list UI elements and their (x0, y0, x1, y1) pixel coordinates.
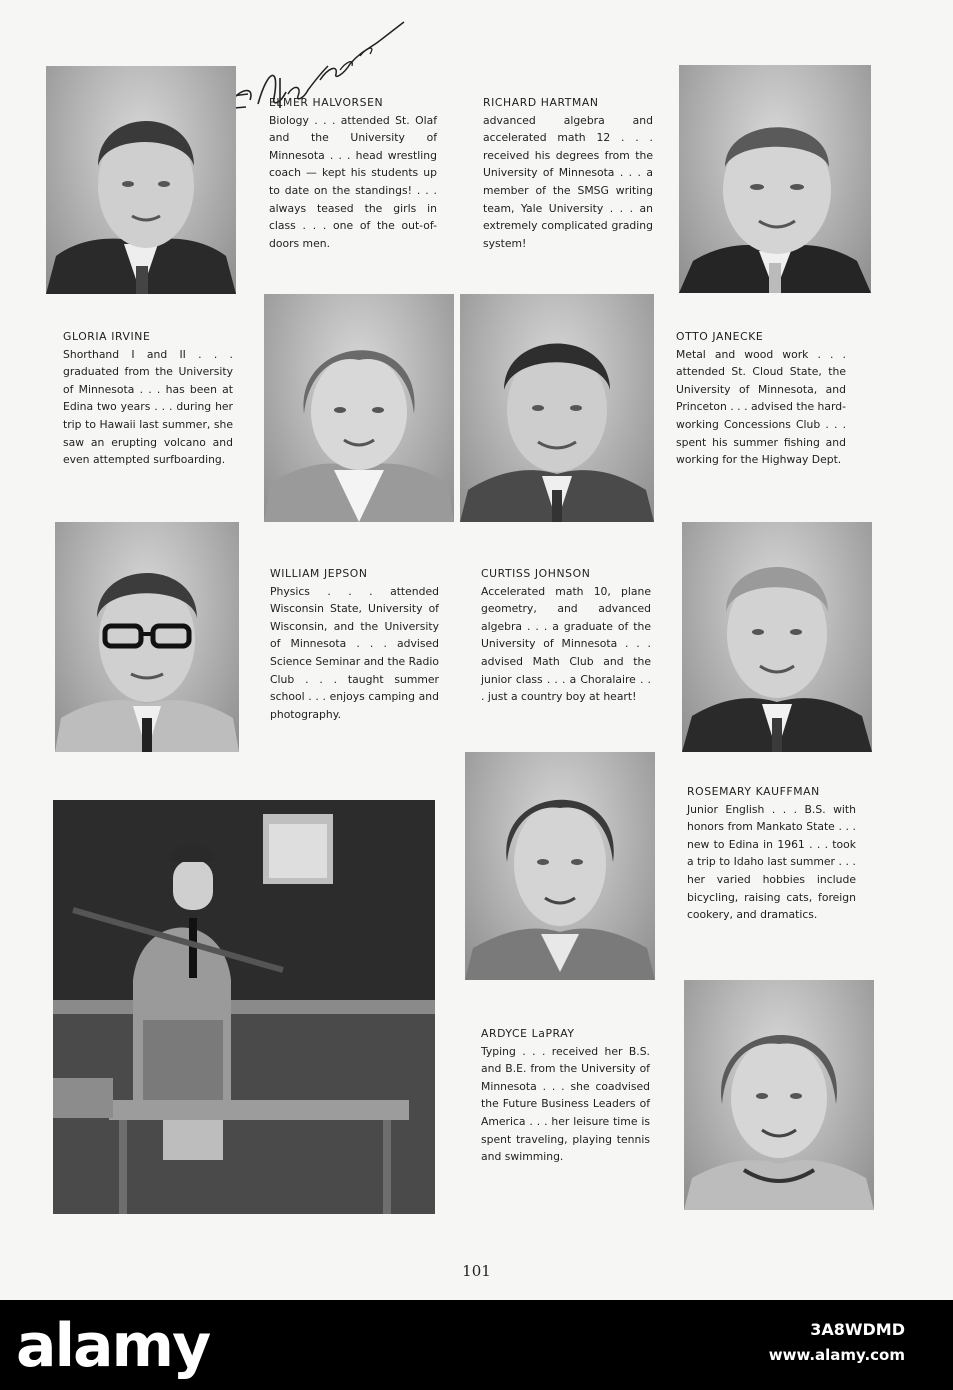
portrait-illustration (465, 752, 655, 980)
teacher-name: ARDYCE LaPRAY (481, 1027, 575, 1040)
teacher-bio: Biology . . . attended St. Olaf and the University of Minnesota . . . head wrestling coach — kept his students up to date on the standings! . . . always teased the girls in class . . . one of the out-of-doors men. (269, 113, 437, 250)
teacher-name: OTTO JANECKE (676, 330, 764, 343)
teacher-name: GLORIA IRVINE (63, 330, 151, 343)
portrait-illustration (460, 294, 654, 522)
watermark-logo: alamy (16, 1311, 210, 1381)
photo-richard-hartman (679, 65, 871, 293)
teacher-bio: Typing . . . received her B.S. and B.E. from the University of Minnesota . . . she coadvised the Future Business Leaders of America . . . her leisure time is spent traveling, playing tennis and swimming. (481, 1044, 650, 1164)
bio-gloria-irvine (63, 328, 233, 469)
photo-rosemary-kauffman (684, 980, 874, 1210)
watermark-footer (0, 1300, 953, 1390)
teacher-name: WILLIAM JEPSON (270, 567, 368, 580)
photo-ardyce-lapray (465, 752, 655, 980)
bio-curtiss-johnson (481, 565, 651, 706)
teacher-bio: Accelerated math 10, plane geometry, and advanced algebra . . . a graduate of the University of Minnesota . . . advised Math Club and the junior class . . . a Choralaire . . . just a country boy at heart! (481, 584, 651, 704)
watermark-url: www.alamy.com (768, 1346, 905, 1364)
portrait-illustration (682, 522, 872, 752)
teacher-bio: advanced algebra and accelerated math 12 . . . received his degrees from the University of Minnesota . . . a member of the SMSG writing team, Yale University . . . an extremely complicated grading system! (483, 113, 653, 250)
teacher-bio: Junior English . . . B.S. with honors from Mankato State . . . new to Edina in 1961 . . . took a trip to Idaho last summer . . . her varied hobbies include bicycling, raising cats, foreign cookery, and dramatics. (687, 802, 856, 922)
bio-otto-janecke (676, 328, 846, 469)
bio-ardyce-lapray (481, 1025, 650, 1166)
teacher-name: CURTISS JOHNSON (481, 567, 591, 580)
photo-curtiss-johnson (682, 522, 872, 752)
watermark-image-id: 3A8WDMD (810, 1320, 905, 1339)
photo-william-jepson (55, 522, 239, 752)
teacher-bio: Physics . . . attended Wisconsin State, University of Wisconsin, and the University of Minnesota . . . advised Science Seminar and the Radio Club . . . taught summer school . . . enjoys camping and photography. (270, 584, 439, 721)
teacher-name: RICHARD HARTMAN (483, 96, 599, 109)
bio-elmer-halvorsen (269, 94, 437, 252)
teacher-bio: Metal and wood work . . . attended St. Cloud State, the University of Minnesota, and Princeton . . . advised the hard-working Concessions Club . . . spent his summer fishing and working for the Highway Dept. (676, 347, 846, 467)
bio-rosemary-kauffman (687, 783, 856, 924)
photo-otto-janecke (460, 294, 654, 522)
portrait-illustration (264, 294, 454, 522)
page-number: 101 (462, 1262, 491, 1280)
bio-richard-hartman (483, 94, 653, 252)
portrait-illustration (46, 66, 236, 294)
teacher-name: ROSEMARY KAUFFMAN (687, 785, 820, 798)
photo-classroom (53, 800, 435, 1214)
portrait-illustration (55, 522, 239, 752)
portrait-illustration (679, 65, 871, 293)
bio-william-jepson (270, 565, 439, 723)
teacher-bio: Shorthand I and II . . . graduated from the University of Minnesota . . . has been at Edina two years . . . during her trip to Hawaii last summer, she saw an erupting volcano and even attempted surfboarding. (63, 347, 233, 467)
teacher-name: ELMER HALVORSEN (269, 96, 384, 109)
photo-elmer-halvorsen (46, 66, 236, 294)
portrait-illustration (684, 980, 874, 1210)
photo-gloria-irvine (264, 294, 454, 522)
classroom-illustration (53, 800, 435, 1214)
